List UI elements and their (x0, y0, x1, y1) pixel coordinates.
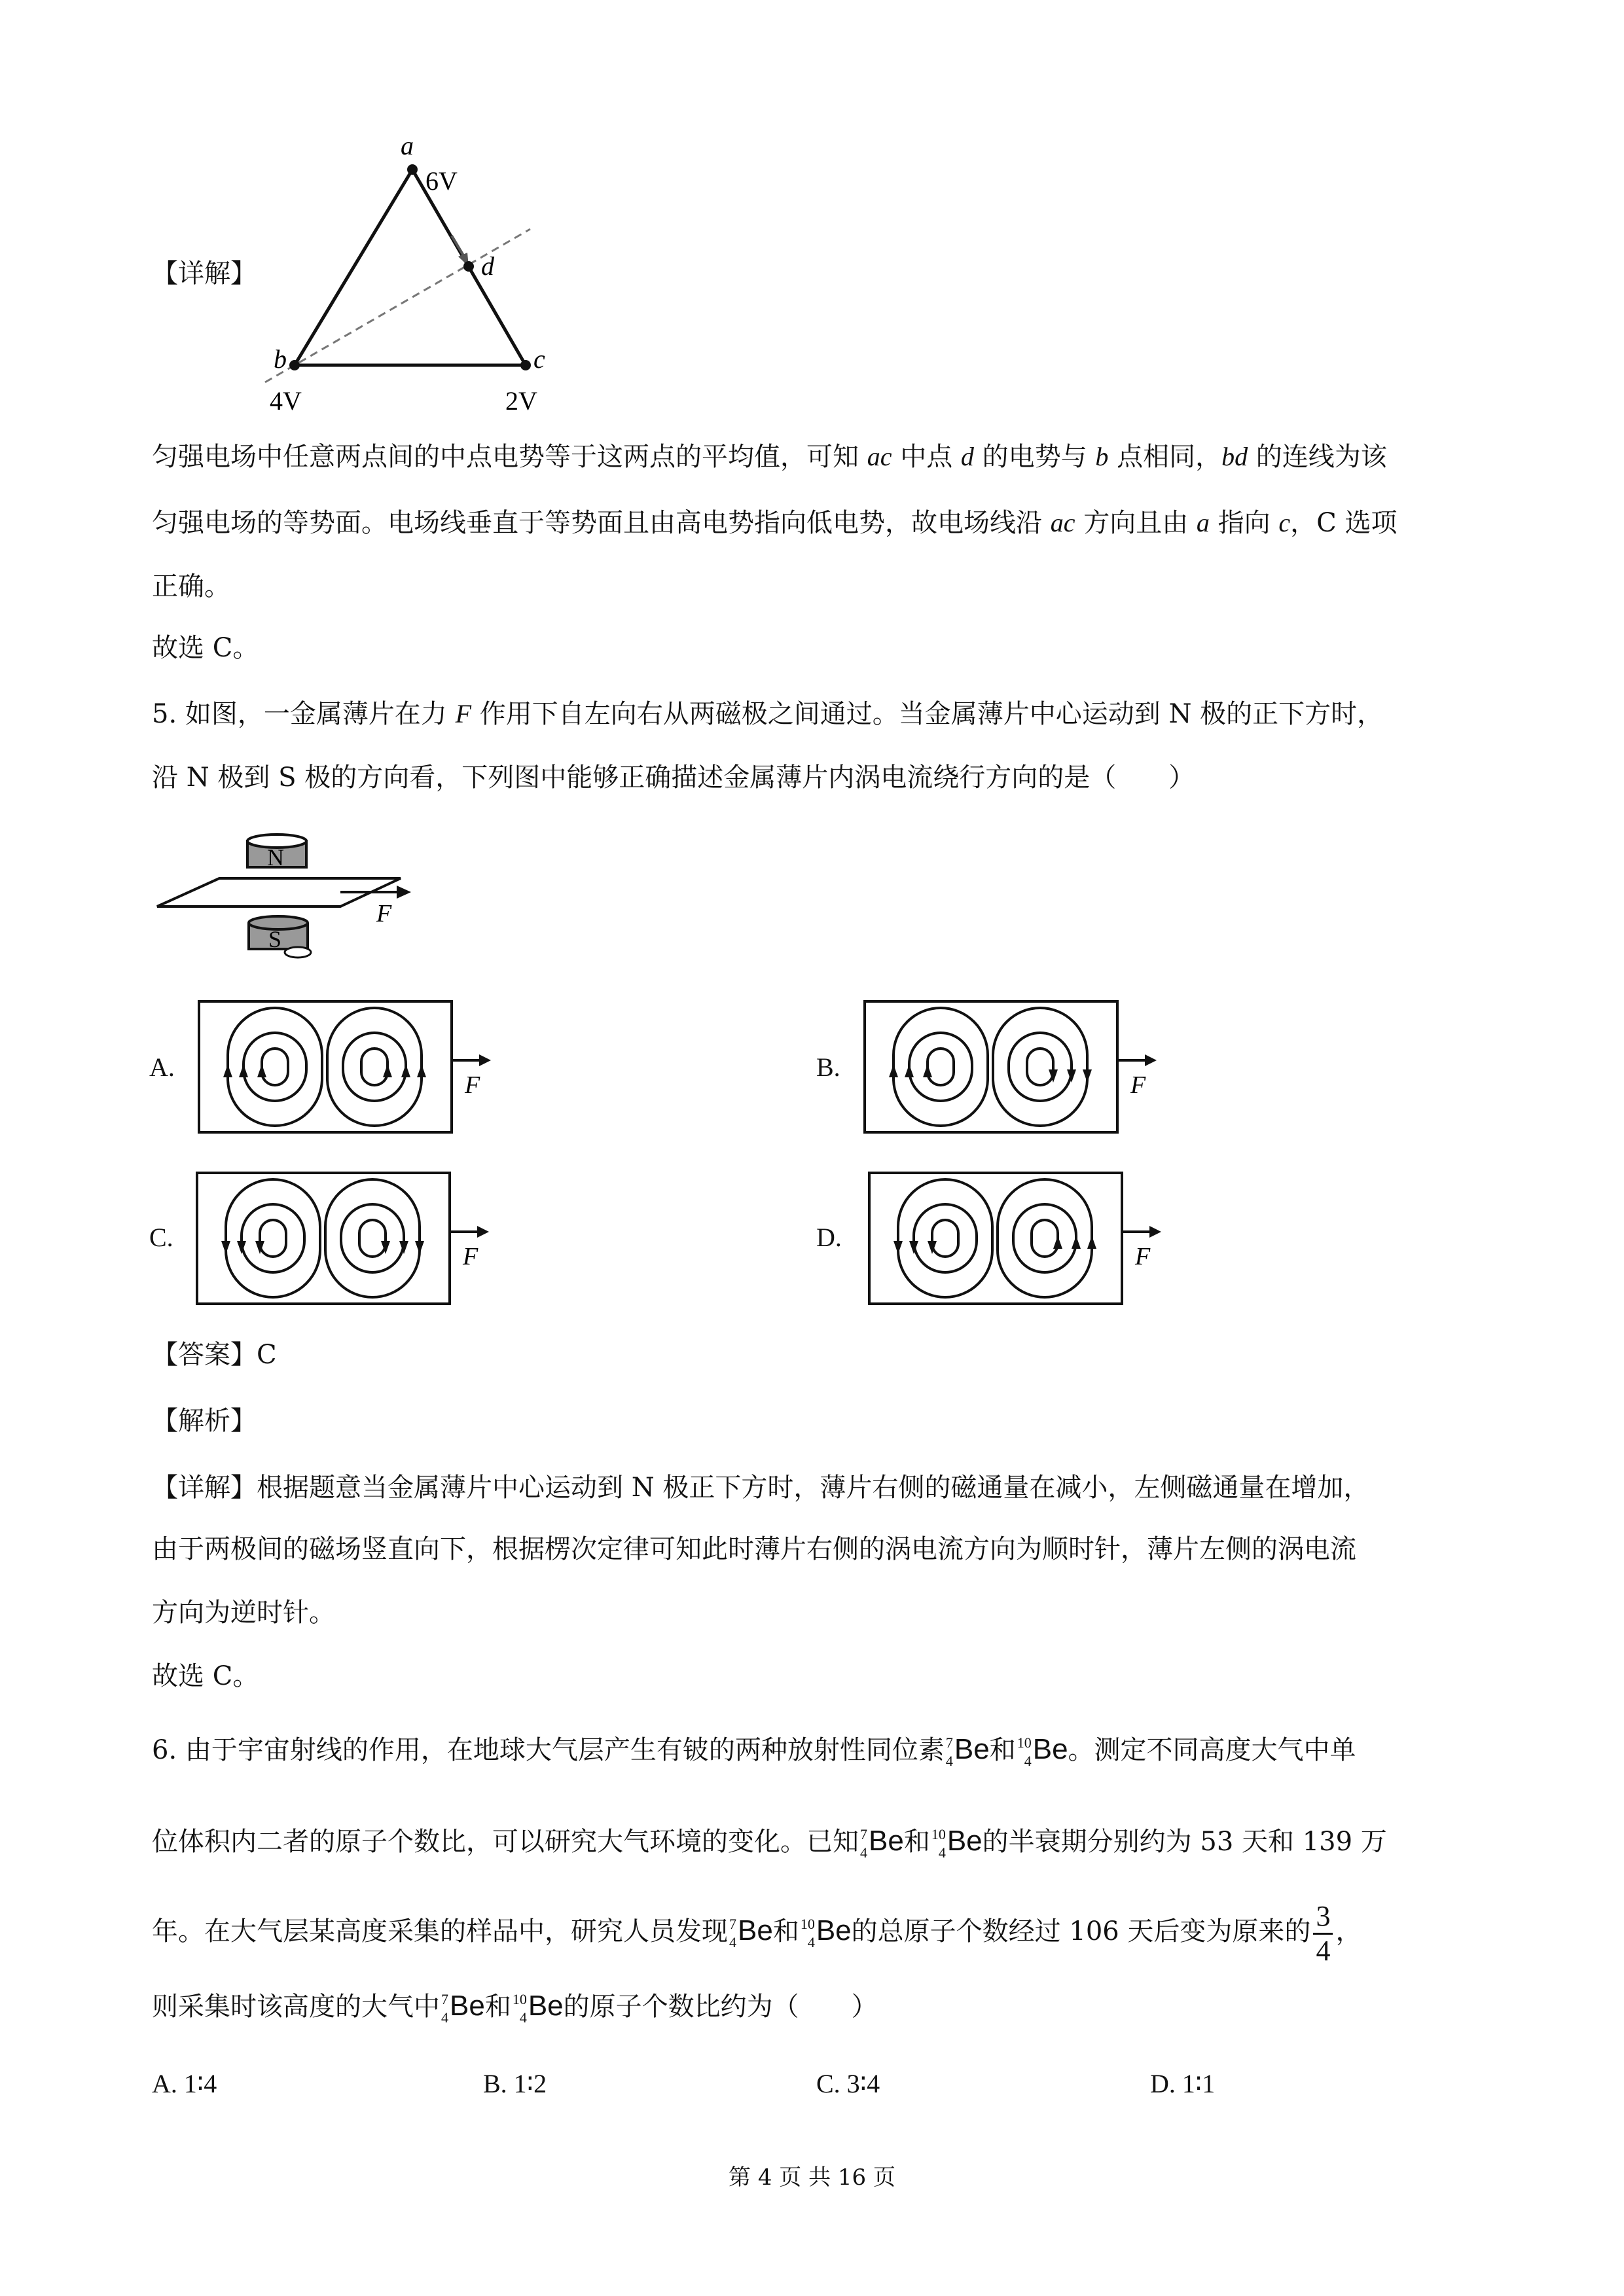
isotope-be7: 7 4 (729, 1916, 736, 1950)
magnet-diagram (151, 825, 425, 962)
q6-line2: 位体积内二者的原子个数比，可以研究大气环境的变化。已知 7 4 Be和 10 4 Be的半衰期分别约为 53 天和 139 万 (152, 1825, 1387, 1861)
option-a-label[interactable]: A. (149, 1052, 175, 1082)
vertex-c-label: c (533, 344, 545, 374)
metal-sheet (865, 1001, 1117, 1132)
q6-option-c[interactable]: C. 3∶4 (816, 2069, 880, 2098)
vertex-a-potential: 6V (425, 166, 458, 196)
isotope-be10: 10 4 (931, 1826, 946, 1861)
arrow-head-icon (1149, 1226, 1161, 1238)
vertex-a-label: a (401, 131, 414, 160)
force-label: F (465, 1071, 480, 1099)
triangle-diagram (259, 124, 560, 419)
force-label: F (463, 1243, 478, 1270)
isotope-be7: 7 4 (860, 1826, 867, 1861)
q6-option-d[interactable]: D. 1∶1 (1150, 2069, 1216, 2098)
q5-line1: 5. 如图，一金属薄片在力 F 作用下自左向右从两磁极之间通过。当金属薄片中心运动到 N 极的正下方时， (152, 699, 1384, 729)
magnet-s-label: S (268, 926, 282, 952)
q6-option-b[interactable]: B. 1∶2 (483, 2069, 547, 2098)
option-d-diagram[interactable] (867, 1166, 1194, 1310)
arrow-head-icon (477, 1226, 489, 1238)
q6-line4: 则采集时该高度的大气中 7 4 Be和 10 4 Be的原子个数比约为（ ） (152, 1990, 878, 2026)
metal-sheet (197, 1173, 450, 1304)
metal-sheet (869, 1173, 1122, 1304)
vertex-b-label: b (274, 344, 287, 374)
force-label: F (1130, 1071, 1146, 1099)
option-a-diagram[interactable] (196, 995, 524, 1139)
page-footer: 第 4 页 共 16 页 (729, 2164, 895, 2191)
q5-detail-line1: 【详解】根据题意当金属薄片中心运动到 N 极正下方时，薄片右侧的磁通量在减小，左侧磁通量在增加， (152, 1473, 1370, 1503)
q6-line3: 年。在大气层某高度采集的样品中，研究人员发现 7 4 Be和 10 4 Be的总原子个数经过 106 天后变为原来的 $\frac{3}{4}$ ， (152, 1899, 1362, 1967)
isotope-be10: 10 4 (1017, 1734, 1032, 1769)
q5-detail-line2: 由于两极间的磁场竖直向下，根据楞次定律可知此时薄片右侧的涡电流方向为顺时针，薄片左侧的涡电流 (152, 1534, 1356, 1564)
isotope-be7: 7 4 (441, 1991, 448, 2026)
q5-analysis-label: 【解析】 (152, 1406, 257, 1436)
metal-sheet (199, 1001, 452, 1132)
isotope-be10: 10 4 (800, 1916, 815, 1950)
q5-answer: 【答案】C (152, 1340, 277, 1370)
q5-conclusion: 故选 C。 (152, 1661, 259, 1691)
q6-line1: 6. 由于宇宙射线的作用，在地球大气层产生有铍的两种放射性同位素 7 4 Be和 10 4 Be。测定不同高度大气中单 (152, 1733, 1356, 1769)
explain4-line3: 正确。 (152, 571, 230, 601)
explain4-line1: 匀强电场中任意两点间的中点电势等于这两点的平均值，可知 ac 中点 d 的电势与 b 点相同，bd 的连线为该 (152, 442, 1387, 472)
arrow-head-icon (1145, 1054, 1157, 1066)
option-c-label[interactable]: C. (149, 1223, 173, 1252)
arrow-head-icon (479, 1054, 491, 1066)
force-label: F (376, 900, 392, 927)
vertex-c-potential: 2V (505, 386, 537, 416)
fraction-three-quarters: $\frac{3}{4}$ (1313, 1900, 1333, 1967)
option-c-diagram[interactable] (194, 1166, 522, 1310)
isotope-be10: 10 4 (512, 1991, 527, 2026)
option-b-label[interactable]: B. (816, 1052, 840, 1082)
vertex-b-potential: 4V (270, 386, 302, 416)
isotope-be7: 7 4 (945, 1734, 953, 1769)
magnet-n-label: N (267, 844, 284, 870)
option-b-diagram[interactable] (862, 995, 1189, 1139)
detail-label: 【详解】 (152, 259, 257, 289)
explain4-conclusion: 故选 C。 (152, 633, 259, 663)
point-d-label: d (481, 251, 494, 281)
q6-option-a[interactable]: A. 1∶4 (152, 2069, 217, 2098)
explain4-line2: 匀强电场的等势面。电场线垂直于等势面且由高电势指向低电势，故电场线沿 ac 方向且由 a 指向 c，C 选项 (152, 508, 1398, 538)
force-label: F (1135, 1243, 1151, 1270)
q5-detail-line3: 方向为逆时针。 (152, 1598, 335, 1628)
q5-line2: 沿 N 极到 S 极的方向看，下列图中能够正确描述金属薄片内涡电流绕行方向的是（ ） (152, 762, 1195, 793)
option-d-label[interactable]: D. (816, 1223, 842, 1252)
